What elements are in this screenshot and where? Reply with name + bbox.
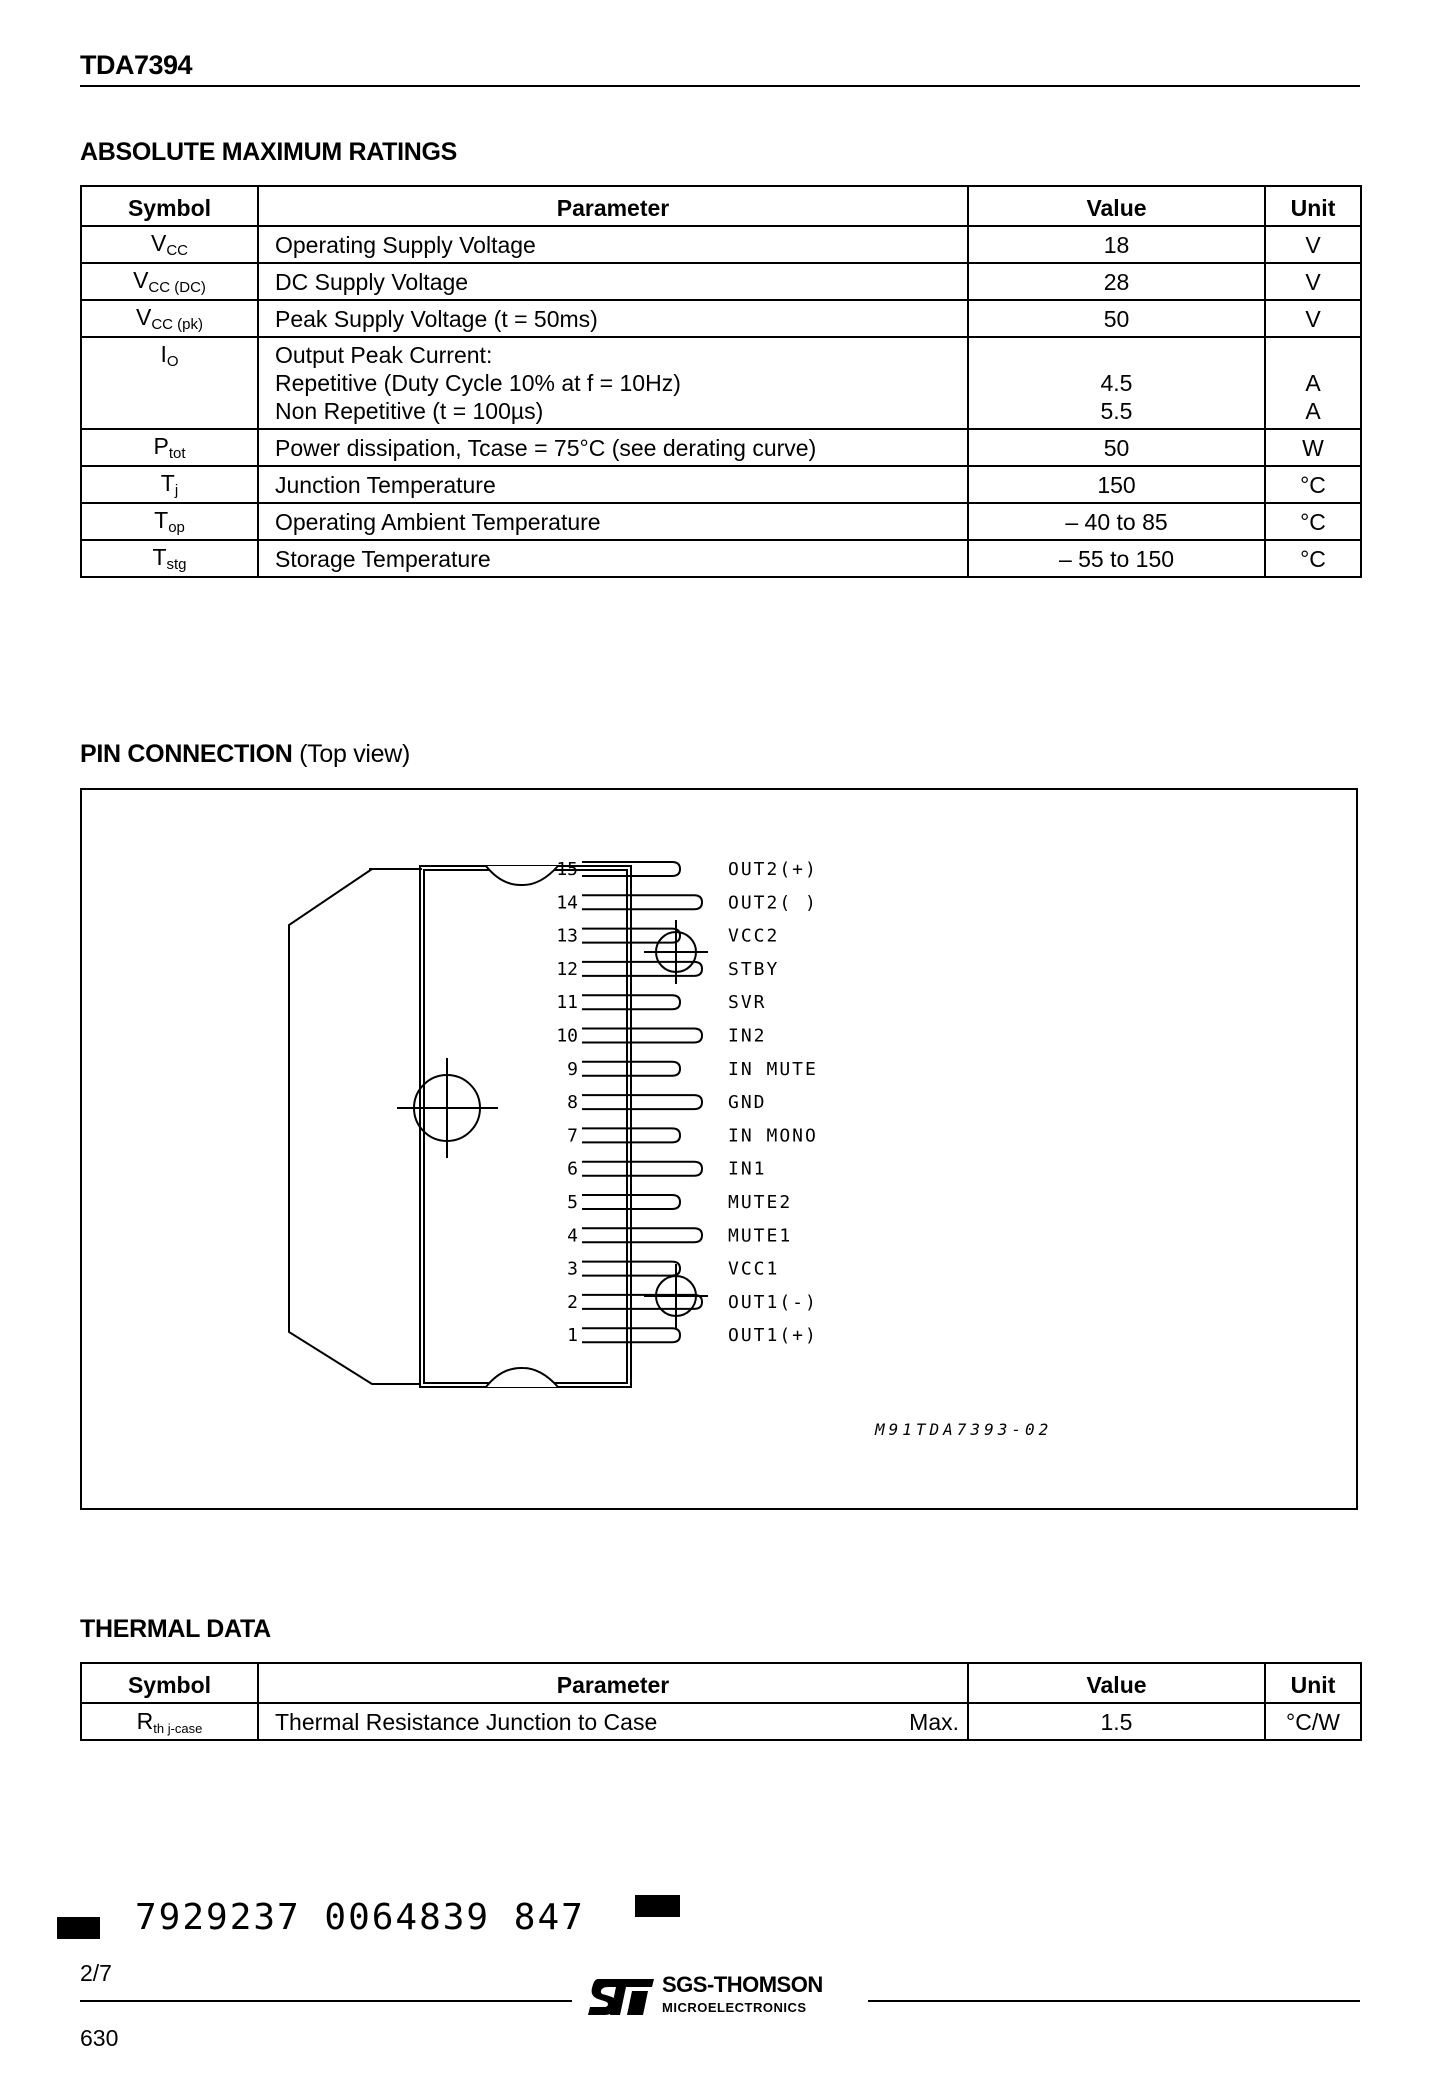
barcode-text: 7929237 0064839 847 [135, 1897, 585, 1938]
symbol-cell [81, 337, 258, 429]
pin-name: OUT1(-) [728, 1291, 818, 1313]
parameter-cell: Junction Temperature [258, 466, 968, 503]
pin-7 [567, 1125, 818, 1146]
parameter-cell [258, 337, 968, 429]
pin-name: VCC1 [728, 1258, 780, 1280]
pin-11 [556, 992, 766, 1013]
pin-number: 7 [567, 1125, 578, 1147]
pin-name: MUTE1 [728, 1225, 793, 1247]
value-cell: 50 [968, 429, 1265, 466]
table-header-row [81, 186, 1361, 226]
pin-1 [567, 1325, 818, 1346]
unit-cell: °C [1265, 540, 1361, 577]
parameter-cell: DC Supply Voltage [258, 263, 968, 300]
pin-lead [582, 1095, 702, 1109]
pin-number: 12 [556, 958, 578, 980]
symbol-subscript: CC (DC) [148, 279, 206, 296]
footer-rule [80, 2000, 572, 2002]
pin-diagram [82, 790, 1356, 1508]
table-row [81, 226, 1361, 263]
unit-cell: °C [1265, 503, 1361, 540]
pin-connection-title [80, 740, 410, 769]
parameter-cell: Power dissipation, Tcase = 75°C (see derating curve) [258, 429, 968, 466]
pin-number: 13 [556, 925, 578, 947]
pin-number: 3 [567, 1258, 578, 1280]
document-title: TDA7394 [80, 50, 193, 80]
parameter-line: Repetitive (Duty Cycle 10% at f = 10Hz) [275, 370, 681, 396]
symbol-cell [81, 503, 258, 540]
symbol-letter: V [133, 267, 149, 293]
header-unit: Unit [1265, 1663, 1361, 1703]
value-cell: 18 [968, 226, 1265, 263]
pin-number: 5 [567, 1192, 578, 1213]
catalog-page-number: 630 [80, 2025, 119, 2051]
symbol-letter: T [152, 544, 167, 570]
pin-14 [556, 892, 818, 913]
header-symbol: Symbol [81, 1663, 258, 1703]
pin-name: MUTE2 [728, 1192, 793, 1213]
pin-number: 11 [556, 992, 578, 1014]
pin-9 [567, 1059, 818, 1080]
pin-name: OUT1(+) [728, 1325, 818, 1347]
symbol-subscript: tot [168, 445, 186, 462]
table-row [81, 540, 1361, 577]
st-logo-icon [586, 1975, 656, 2017]
value-cell: 150 [968, 466, 1265, 503]
value-line: 4.5 [1100, 370, 1133, 396]
pin-10 [556, 1026, 766, 1047]
unit-cell [1265, 337, 1361, 429]
pin-6 [567, 1159, 766, 1180]
pin-number: 14 [556, 892, 578, 914]
table-row [81, 337, 1361, 429]
pin-diagram-frame [80, 788, 1358, 1510]
thermal-data-title: THERMAL DATA [80, 1615, 271, 1643]
parameter-cell: Operating Supply Voltage [258, 226, 968, 263]
symbol-subscript: j [174, 482, 179, 499]
symbol-cell [81, 540, 258, 577]
figure-code: M91TDA7393-02 [875, 1420, 1053, 1439]
pin-lead [582, 895, 702, 909]
barcode-block [635, 1895, 680, 1917]
pin-5 [567, 1192, 792, 1213]
pin-number: 1 [567, 1325, 578, 1347]
symbol-letter: V [150, 230, 167, 256]
pin-name: IN1 [728, 1158, 767, 1180]
pin-8 [567, 1092, 766, 1113]
symbol-subscript: CC (pk) [151, 316, 203, 333]
header-value: Value [968, 1663, 1265, 1703]
abs-max-table [80, 185, 1362, 578]
pin-4 [567, 1225, 792, 1246]
page-number: 2/7 [80, 1960, 112, 1986]
symbol-letter: R [136, 1708, 154, 1734]
table-row [81, 263, 1361, 300]
parameter-line: Non Repetitive (t = 100µs) [275, 398, 544, 424]
table-row [81, 503, 1361, 540]
pin-3 [567, 1259, 779, 1280]
table-row [81, 1703, 1361, 1740]
symbol-letter: P [153, 433, 169, 459]
symbol-subscript: op [168, 519, 185, 536]
symbol-subscript: th j-case [153, 1721, 203, 1736]
symbol-cell [81, 466, 258, 503]
header-unit: Unit [1265, 186, 1361, 226]
unit-cell: W [1265, 429, 1361, 466]
unit-cell: °C/W [1265, 1703, 1361, 1740]
pin-lead [582, 1162, 702, 1176]
abs-max-title: ABSOLUTE MAXIMUM RATINGS [80, 138, 458, 166]
pin-name: IN2 [728, 1025, 767, 1047]
header-rule [80, 85, 1360, 87]
symbol-letter: I [160, 341, 167, 367]
table-row [81, 429, 1361, 466]
pin-name: SVR [728, 992, 767, 1014]
symbol-subscript: stg [166, 556, 187, 573]
pin-group [556, 859, 818, 1346]
pin-name: GND [728, 1092, 767, 1114]
company-name: SGS-THOMSON [662, 1972, 823, 1997]
unit-line: A [1305, 398, 1321, 424]
pin-number: 6 [567, 1158, 578, 1180]
pin-number: 15 [556, 859, 578, 880]
unit-cell: V [1265, 263, 1361, 300]
parameter-text: Thermal Resistance Junction to Case [275, 1709, 658, 1735]
parameter-cell: Storage Temperature [258, 540, 968, 577]
parameter-cell [258, 1703, 968, 1740]
symbol-letter: T [160, 470, 175, 496]
value-cell: – 40 to 85 [968, 503, 1265, 540]
header-value: Value [968, 186, 1265, 226]
symbol-letter: V [135, 304, 152, 330]
symbol-subscript: O [166, 353, 179, 370]
symbol-subscript: CC [166, 242, 188, 259]
header-parameter: Parameter [258, 186, 968, 226]
pin-lead [582, 962, 702, 976]
table-header-row [81, 1663, 1361, 1703]
value-line: 5.5 [1100, 398, 1133, 424]
symbol-cell [81, 226, 258, 263]
unit-cell: V [1265, 226, 1361, 263]
value-cell [968, 337, 1265, 429]
footer-rule [868, 2000, 1360, 2002]
parameter-cell: Peak Supply Voltage (t = 50ms) [258, 300, 968, 337]
table-row [81, 466, 1361, 503]
pin-name: IN MUTE [728, 1058, 818, 1080]
company-division: MICROELECTRONICS [662, 2000, 807, 2015]
pin-name: VCC2 [728, 925, 780, 947]
pin-13 [556, 926, 779, 947]
symbol-letter: T [154, 507, 169, 533]
symbol-cell [81, 429, 258, 466]
value-cell: 1.5 [968, 1703, 1265, 1740]
value-cell: 28 [968, 263, 1265, 300]
unit-cell: °C [1265, 466, 1361, 503]
pin-number: 2 [567, 1291, 578, 1313]
parameter-cell: Operating Ambient Temperature [258, 503, 968, 540]
header-parameter: Parameter [258, 1663, 968, 1703]
symbol-cell [81, 300, 258, 337]
pin-number: 9 [567, 1058, 578, 1080]
pin-name: STBY [728, 958, 780, 980]
max-qualifier: Max. [909, 1709, 959, 1735]
header-symbol: Symbol [81, 186, 258, 226]
symbol-cell [81, 263, 258, 300]
pin-number: 8 [567, 1092, 578, 1114]
pin-number: 10 [556, 1025, 578, 1047]
thermal-table [80, 1662, 1362, 1741]
pin-number: 4 [567, 1225, 578, 1247]
parameter-line: Output Peak Current: [275, 342, 493, 368]
unit-cell: V [1265, 300, 1361, 337]
pin-name: OUT2( ) [728, 892, 818, 914]
value-cell: 50 [968, 300, 1265, 337]
symbol-cell [81, 1703, 258, 1740]
pin-lead [582, 1228, 702, 1242]
pin-lead [582, 1029, 702, 1043]
pin-name: IN MONO [728, 1125, 818, 1147]
table-row [81, 300, 1361, 337]
barcode-block [57, 1917, 100, 1939]
pin-connection-subtitle: (Top view) [299, 740, 411, 768]
pin-connection-heading: PIN CONNECTION [80, 740, 293, 768]
value-cell: – 55 to 150 [968, 540, 1265, 577]
pin-name: OUT2(+) [728, 859, 818, 880]
pin-2 [567, 1292, 818, 1313]
mounting-holes [397, 920, 708, 1328]
unit-line: A [1305, 370, 1321, 396]
package-outline [289, 866, 631, 1387]
